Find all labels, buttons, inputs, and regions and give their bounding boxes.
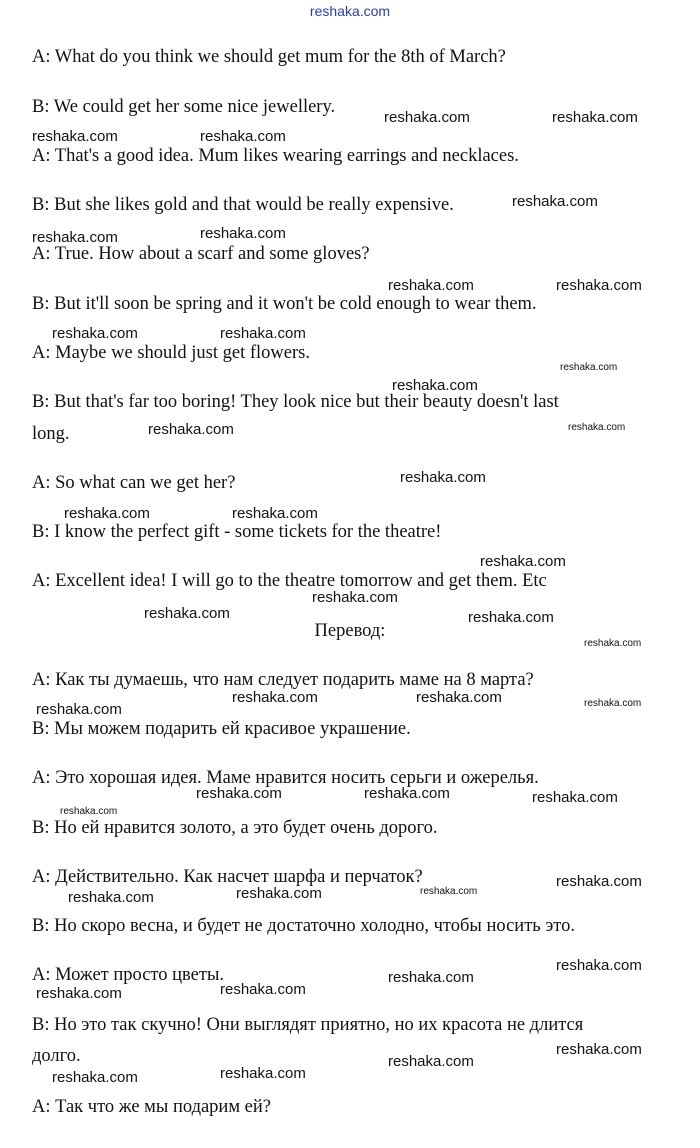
dialogue-line-ru: В: Мы можем подарить ей красивое украшение. (32, 719, 411, 739)
dialogue-line-en: B: But she likes gold and that would be really expensive. (32, 195, 454, 215)
watermark: reshaka.com (532, 789, 618, 806)
dialogue-line-ru: В: Но скоро весна, и будет не достаточно холодно, чтобы носить это. (32, 916, 576, 936)
watermark: reshaka.com (392, 377, 478, 394)
watermark: reshaka.com (68, 889, 154, 906)
site-watermark-header: reshaka.com (309, 3, 391, 19)
dialogue-line-en: B: We could get her some nice jewellery. (32, 97, 336, 117)
dialogue-line-en: A: Maybe we should just get flowers. (32, 343, 310, 363)
watermark: reshaka.com (148, 421, 234, 438)
watermark: reshaka.com (560, 362, 618, 373)
dialogue-line-en: A: True. How about a scarf and some gloves? (32, 244, 370, 264)
watermark: reshaka.com (32, 128, 118, 145)
watermark: reshaka.com (552, 109, 638, 126)
dialogue-line-en: B: But it'll soon be spring and it won't be cold enough to wear them. (32, 294, 537, 314)
watermark: reshaka.com (64, 505, 150, 522)
dialogue-line-ru: А: Действительно. Как насчет шарфа и перчаток? (32, 867, 423, 887)
watermark: reshaka.com (512, 193, 598, 210)
watermark: reshaka.com (416, 689, 502, 706)
watermark: reshaka.com (52, 1069, 138, 1086)
translation-heading: Перевод: (314, 621, 386, 641)
dialogue-line-ru: долго. (32, 1046, 81, 1066)
dialogue-line-en: A: What do you think we should get mum for the 8th of March? (32, 47, 506, 67)
watermark: reshaka.com (556, 277, 642, 294)
watermark: reshaka.com (556, 1041, 642, 1058)
watermark: reshaka.com (556, 873, 642, 890)
watermark: reshaka.com (384, 109, 470, 126)
watermark: reshaka.com (52, 325, 138, 342)
watermark: reshaka.com (144, 605, 230, 622)
watermark: reshaka.com (196, 785, 282, 802)
dialogue-line-en: B: I know the perfect gift - some tickets for the theatre! (32, 522, 442, 542)
watermark: reshaka.com (388, 1053, 474, 1070)
watermark: reshaka.com (220, 981, 306, 998)
watermark: reshaka.com (200, 128, 286, 145)
watermark: reshaka.com (388, 969, 474, 986)
watermark: reshaka.com (36, 701, 122, 718)
dialogue-line-ru: А: Может просто цветы. (32, 965, 225, 985)
watermark: reshaka.com (32, 229, 118, 246)
watermark: reshaka.com (200, 225, 286, 242)
watermark: reshaka.com (232, 689, 318, 706)
watermark: reshaka.com (60, 806, 118, 817)
dialogue-line-ru: А: Как ты думаешь, что нам следует подарить маме на 8 марта? (32, 670, 534, 690)
watermark: reshaka.com (220, 325, 306, 342)
watermark: reshaka.com (364, 785, 450, 802)
dialogue-line-en: A: That's a good idea. Mum likes wearing earrings and necklaces. (32, 146, 519, 166)
watermark: reshaka.com (388, 277, 474, 294)
dialogue-line-ru: В: Но это так скучно! Они выглядят приятно, но их красота не длится (32, 1015, 584, 1035)
dialogue-line-ru: А: Так что же мы подарим ей? (32, 1097, 271, 1117)
watermark: reshaka.com (232, 505, 318, 522)
watermark: reshaka.com (556, 957, 642, 974)
watermark: reshaka.com (568, 422, 626, 433)
watermark: reshaka.com (312, 589, 398, 606)
watermark: reshaka.com (420, 886, 478, 897)
watermark: reshaka.com (584, 698, 642, 709)
dialogue-line-en: long. (32, 424, 70, 444)
watermark: reshaka.com (220, 1065, 306, 1082)
watermark: reshaka.com (468, 609, 554, 626)
watermark: reshaka.com (584, 638, 642, 649)
watermark: reshaka.com (480, 553, 566, 570)
watermark: reshaka.com (400, 469, 486, 486)
dialogue-line-ru: В: Но ей нравится золото, а это будет очень дорого. (32, 818, 438, 838)
dialogue-line-en: B: But that's far too boring! They look nice but their beauty doesn't last (32, 392, 559, 412)
dialogue-line-en: A: So what can we get her? (32, 473, 236, 493)
dialogue-line-en: A: Excellent idea! I will go to the theatre tomorrow and get them. Etc (32, 571, 547, 591)
watermark: reshaka.com (236, 885, 322, 902)
dialogue-line-ru: А: Это хорошая идея. Маме нравится носить серьги и ожерелья. (32, 768, 539, 788)
watermark: reshaka.com (36, 985, 122, 1002)
